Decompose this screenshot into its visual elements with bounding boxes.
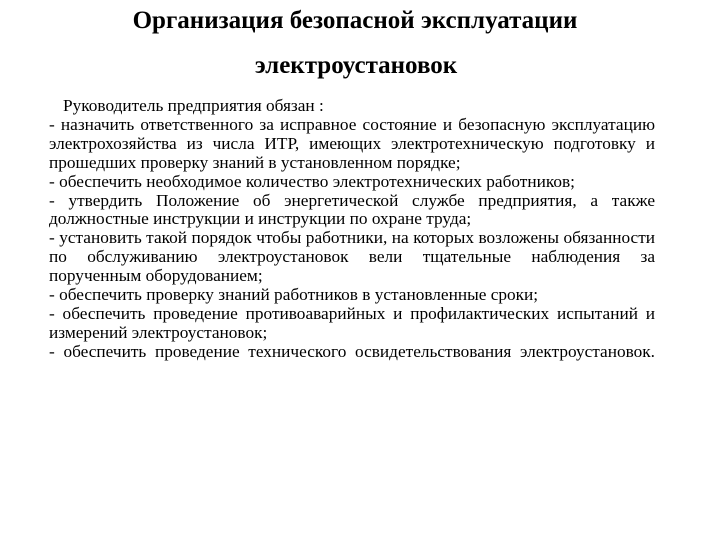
list-item-3: - утвердить Положение об энергетической службе предприятия, а также должностные инструкции и инструкции по охране труда; <box>49 190 655 229</box>
list-item-7: - обеспечить проведение технического освидетельствования электроустановок. <box>49 341 655 361</box>
intro-text: Руководитель предприятия обязан : <box>63 96 324 115</box>
slide-title-line-1: Организация безопасной эксплуатации <box>132 7 578 34</box>
list-item-5: - обеспечить проверку знаний работников в установленные сроки; <box>49 285 539 305</box>
slide-body <box>49 97 655 362</box>
list-item-1: - назначить ответственного за исправное состояние и безопасную эксплуатацию электрохозяйства из числа ИТР, имеющих электротехническую подготовку и прошедших проверку знаний в установленном порядке; <box>49 114 655 172</box>
list-item-4: - установить такой порядок чтобы работники, на которых возложены обязанности по обслуживанию электроустановок вели тщательные наблюдения за порученным оборудованием; <box>49 228 655 286</box>
slide-title-line-2: электроустановок <box>254 52 458 79</box>
list-item-6: - обеспечить проведение противоаварийных и профилактических испытаний и измерений электроустановок; <box>49 303 655 342</box>
list-item-2: - обеспечить необходимое количество электротехнических работников; <box>49 171 575 191</box>
